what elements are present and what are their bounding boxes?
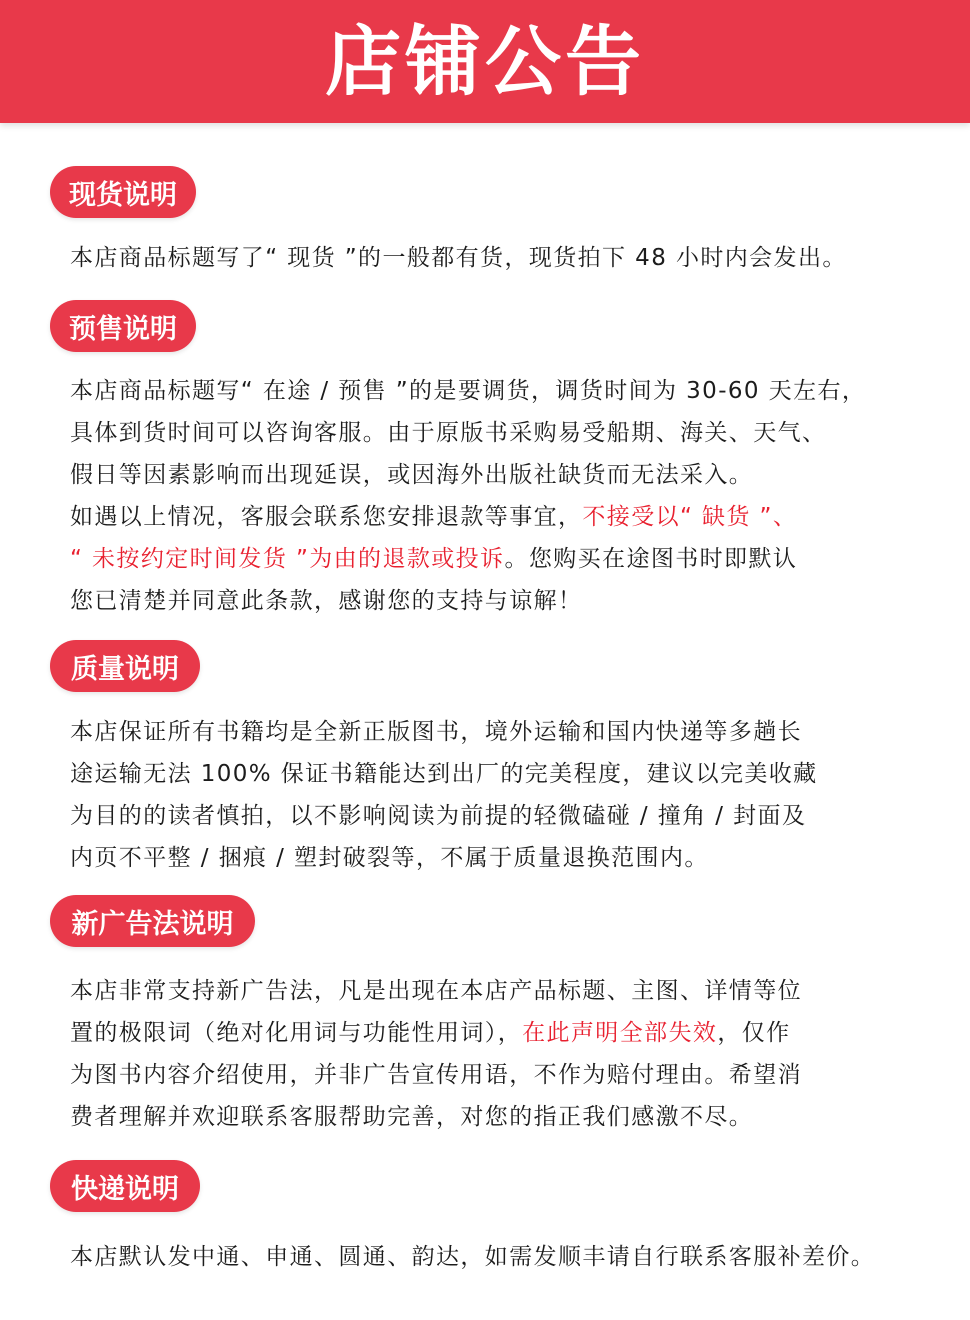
- presale-line-1: 本店商品标题写“ 在途 / 预售 ”的是要调货，调货时间为 30-60 天左右，: [70, 378, 867, 404]
- presale-line-3: 假日等因素影响而出现延误，或因海外出版社缺货而无法采入。: [70, 462, 754, 488]
- stock-line-1: 本店商品标题写了“ 现货 ”的一般都有货，现货拍下 48 小时内会发出。: [70, 245, 847, 271]
- ad-law-line-4: 费者理解并欢迎联系客服帮助完善，对您的指正我们感激不尽。: [70, 1104, 754, 1130]
- express-paragraph: [70, 1236, 940, 1278]
- presale-line-6: 您已清楚并同意此条款，感谢您的支持与谅解！: [70, 588, 583, 614]
- presale-line-2: 具体到货时间可以咨询客服。由于原版书采购易受船期、海关、天气、: [70, 420, 827, 446]
- section-heading-express: 快递说明: [50, 1160, 200, 1212]
- ad-law-void-notice: 在此声明全部失效: [522, 1020, 718, 1046]
- section-heading-presale: 预售说明: [50, 300, 196, 352]
- ad-law-line-2-text: 置的极限词（绝对化用词与功能性用词），: [70, 1020, 523, 1046]
- ad-law-paragraph: [70, 970, 940, 1138]
- quality-line-2: 途运输无法 100% 保证书籍能达到出厂的完美程度，建议以完美收藏: [70, 761, 818, 787]
- section-heading-quality: 质量说明: [50, 640, 200, 692]
- ad-law-line-3: 为图书内容介绍使用，并非广告宣传用语，不作为赔付理由。希望消: [70, 1062, 802, 1088]
- section-heading-ad-law: 新广告法说明: [50, 895, 255, 947]
- presale-paragraph: [70, 370, 940, 622]
- quality-line-4: 内页不平整 / 捆痕 / 塑封破裂等，不属于质量退换范围内。: [70, 845, 709, 871]
- ad-law-line-2-tail: ，仅作: [717, 1020, 791, 1046]
- ad-law-line-1: 本店非常支持新广告法，凡是出现在本店产品标题、主图、详情等位: [70, 978, 802, 1004]
- express-line-1: 本店默认发中通、申通、圆通、韵达，如需发顺丰请自行联系客服补差价。: [70, 1244, 876, 1270]
- presale-no-refund-reason: “ 未按约定时间发货 ”为由的退款或投诉: [70, 546, 505, 572]
- quality-paragraph: [70, 711, 940, 879]
- ad-law-line-2: [70, 1012, 940, 1054]
- presale-line-5: [70, 538, 940, 580]
- section-heading-stock: 现货说明: [50, 166, 196, 218]
- presale-no-refund-notice: 不接受以“ 缺货 ”、: [582, 504, 798, 530]
- stock-paragraph: [70, 237, 940, 279]
- page-title: 店铺公告: [325, 16, 645, 106]
- presale-line-4-text: 如遇以上情况，客服会联系您安排退款等事宜，: [70, 504, 583, 530]
- announcement-header: [0, 0, 970, 123]
- presale-line-5-text: 。您购买在途图书时即默认: [504, 546, 798, 572]
- presale-line-4: [70, 496, 940, 538]
- quality-line-1: 本店保证所有书籍均是全新正版图书，境外运输和国内快递等多趟长: [70, 719, 802, 745]
- quality-line-3: 为目的的读者慎拍，以不影响阅读为前提的轻微磕碰 / 撞角 / 封面及: [70, 803, 807, 829]
